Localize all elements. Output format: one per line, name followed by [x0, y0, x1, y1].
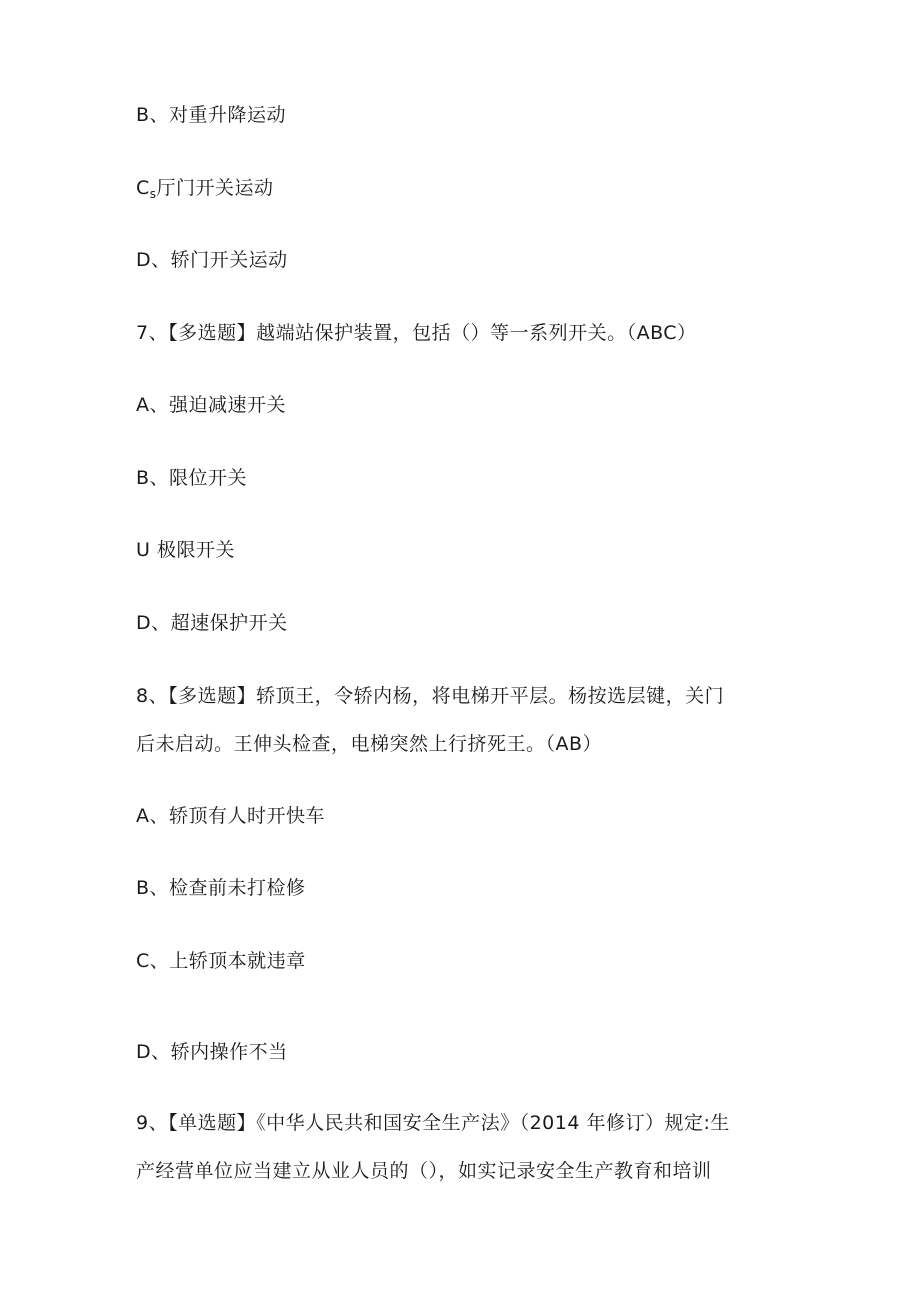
option-d-car-door: D、轿门开关运动: [136, 249, 288, 271]
q7-option-d: D、超速保护开关: [136, 612, 288, 634]
option-c-subscript: s: [149, 187, 157, 201]
option-c-letter: C: [136, 177, 150, 199]
q7-option-b: B、限位开关: [136, 467, 248, 489]
option-c-text: 厅门开关运动: [156, 177, 274, 199]
question-8-line-1: 8、【多选题】轿顶王，令轿内杨，将电梯开平层。杨按选层键，关门: [136, 685, 725, 707]
q7-option-c: U 极限开关: [136, 539, 235, 561]
question-7: 7、【多选题】越端站保护装置，包括（）等一系列开关。（ABC）: [136, 322, 697, 344]
question-8-line-2: 后未启动。王伸头检查，电梯突然上行挤死王。（AB）: [136, 733, 603, 755]
q8-option-d: D、轿内操作不当: [136, 1041, 288, 1063]
option-c-landing-door: [136, 176, 274, 202]
question-9-line-1: 9、【单选题】《中华人民共和国安全生产法》（2014 年修订）规定:生: [136, 1112, 730, 1134]
option-b-counterweight: B、对重升降运动: [136, 104, 287, 126]
q8-option-c: C、上轿顶本就违章: [136, 950, 306, 972]
question-9-line-2: 产经营单位应当建立从业人员的（），如实记录安全生产教育和培训: [136, 1160, 712, 1182]
q8-option-b: B、检查前未打检修: [136, 877, 306, 899]
q7-option-a: A、强迫减速开关: [136, 394, 286, 416]
q8-option-a: A、轿顶有人时开快车: [136, 805, 325, 827]
